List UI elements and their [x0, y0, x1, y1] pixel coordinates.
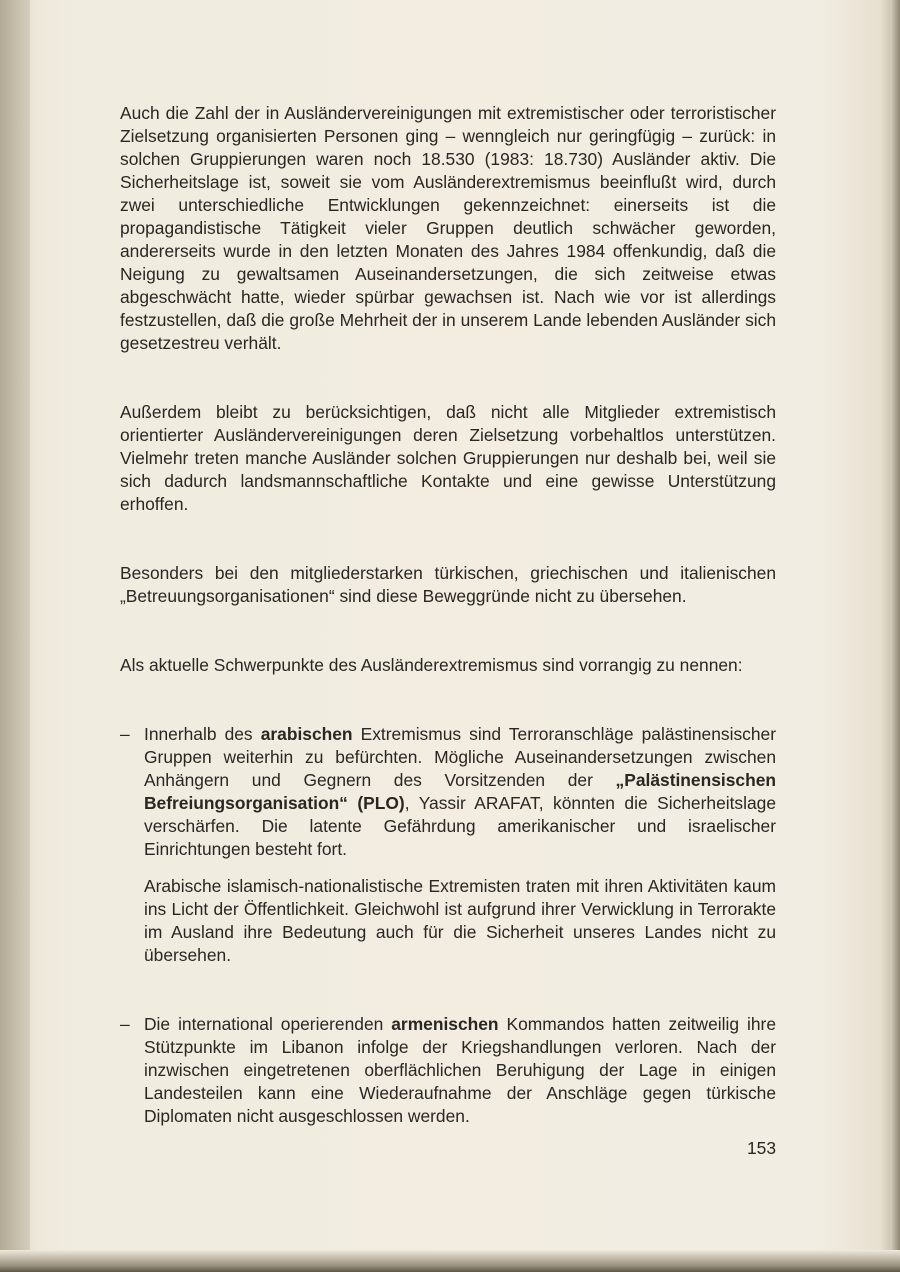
arabic-post: , Yassir ARAFAT, könnten die Sicherheitslage verschärfen. Die latente Gefährdung amerikanischer und israelischer Einrichtungen besteht fort.: [144, 793, 777, 859]
paragraph-2: Außerdem bleibt zu berücksichtigen, daß nicht alle Mitglieder extremistisch orientierter Ausländervereinigungen deren Zielsetzung vorbehaltlos unterstützen. Vielmehr treten manche Ausländer solchen Gruppierungen nur deshalb bei, weil sie sich dadurch landsmannschaftliche Kontakte und eine gewisse Unterstützung erhoffen.: [120, 402, 776, 514]
armenian-keyword: armenischen: [391, 1014, 499, 1034]
arabic-mid: Extremismus sind Terroranschläge palästinensischer Gruppen weiterhin zu befürchten. Mögliche Auseinandersetzungen zwischen Anhängern und Gegnern des Vorsitzenden der: [144, 724, 776, 790]
arabic-keyword: arabischen: [260, 724, 353, 744]
plo-keyword: „Palästinensischen Befreiungsorganisation“ (PLO): [144, 770, 776, 813]
list-item-arabic: [120, 723, 776, 967]
paragraph-4: Als aktuelle Schwerpunkte des Ausländerextremismus sind vorrangig zu nennen:: [120, 655, 743, 675]
arabic-pre: Innerhalb des: [144, 724, 261, 744]
armenian-post: Kommandos hatten zeitweilig ihre Stützpunkte im Libanon infolge der Kriegshandlungen verloren. Nach der inzwischen eingetretenen oberflächlichen Beruhigung der Lage in einigen Landesteilen kann eine Wiederaufnahme der Anschläge gegen türkische Diplomaten nicht ausgeschlossen werden.: [144, 1014, 776, 1126]
paragraph-3: Besonders bei den mitgliederstarken türkischen, griechischen und italienischen „Betreuungsorganisationen“ sind diese Beweggründe nicht zu übersehen.: [120, 563, 776, 606]
list-item-arabic-text: [144, 723, 776, 861]
page-edge-right: [890, 0, 900, 1272]
paragraph-1: Auch die Zahl der in Ausländervereinigungen mit extremistischer oder terroristischer Zielsetzung organisierten Personen ging – wenngleich nur geringfügig – zurück: in solchen Gruppierungen waren noch 18.530 (1983: 18.730) Ausländer aktiv. Die Sicherheitslage ist, soweit sie vom Ausländerextremismus beeinflußt wird, durch zwei unterschiedliche Entwicklungen gekennzeichnet: einerseits ist die propagandistische Tätigkeit vieler Gruppen deutlich schwächer geworden, andererseits wurde in den letzten Monaten des Jahres 1984 offenkundig, daß die Neigung zu gewaltsamen Auseinandersetzungen, die sich zeitweise etwas abgeschwächt hatte, wieder spürbar gewachsen ist. Nach wie vor ist allerdings festzustellen, daß die große Mehrheit der in unserem Lande lebenden Ausländer sich gesetzestreu verhält.: [120, 103, 776, 353]
list-item-armenian: [120, 1013, 776, 1128]
focus-list: [120, 723, 776, 1128]
list-item-arabic-subparagraph: Arabische islamisch-nationalistische Extremisten traten mit ihren Aktivitäten kaum ins Licht der Öffentlichkeit. Gleichwohl ist aufgrund ihrer Verwicklung in Terrorakte im Ausland ihre Bedeutung auch für die Sicherheit unseres Landes nicht zu übersehen.: [144, 876, 776, 965]
list-dash: –: [120, 1014, 130, 1034]
list-dash: –: [120, 724, 130, 744]
page-number: 153: [746, 1138, 776, 1158]
page-edge-bottom: [0, 1250, 900, 1272]
list-item-armenian-text: [144, 1013, 776, 1128]
book-spine-shadow: [0, 0, 30, 1272]
body-text: [120, 102, 776, 1174]
armenian-pre: Die international operierenden: [144, 1014, 392, 1034]
